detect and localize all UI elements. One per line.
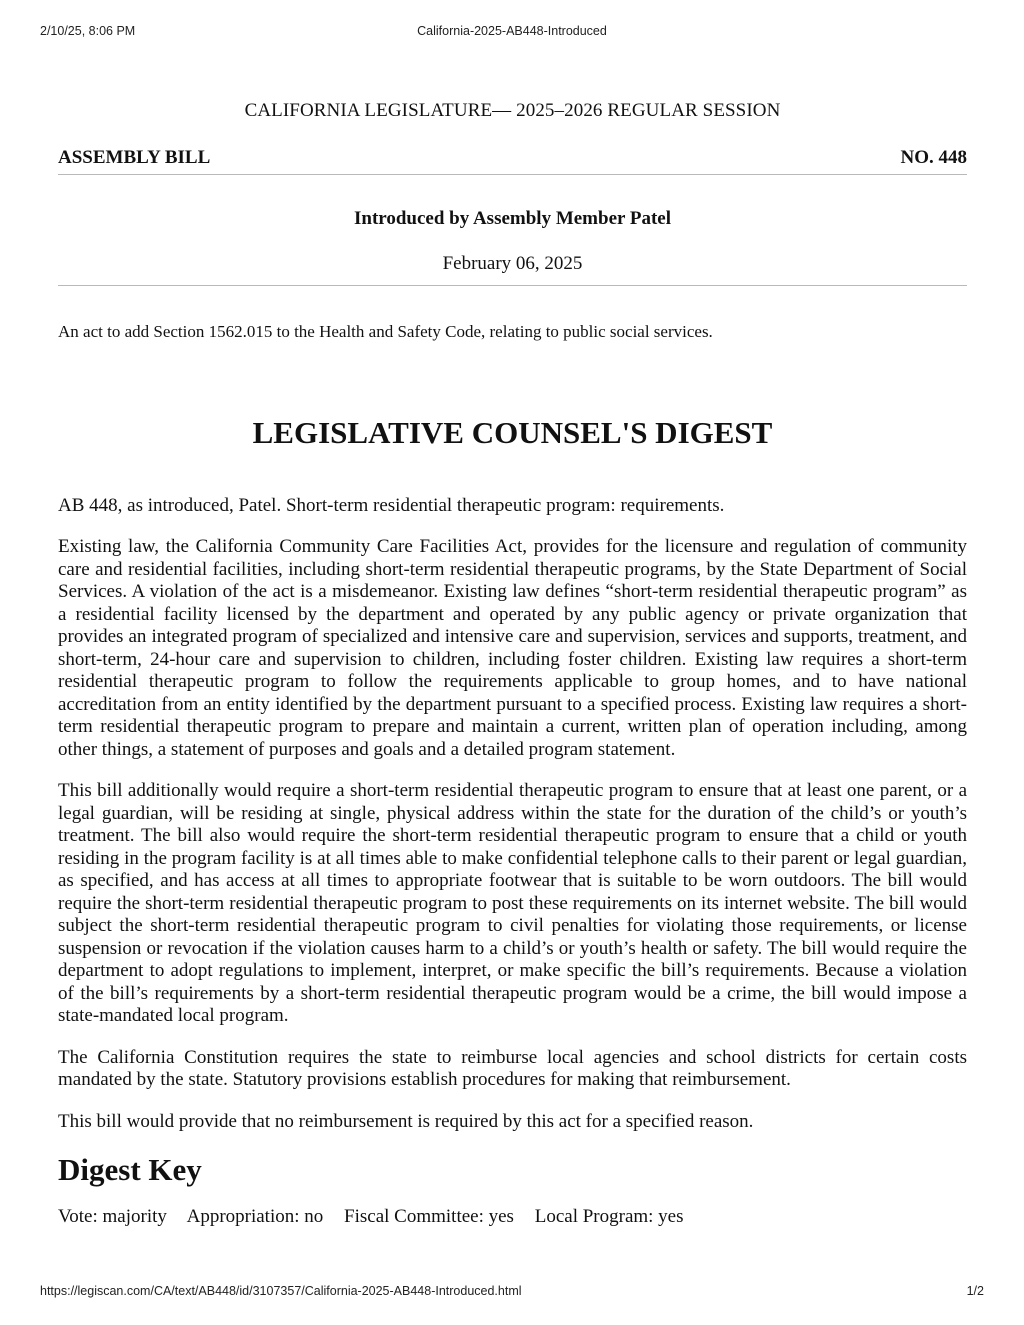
print-header <box>40 24 984 42</box>
appropriation-value: Appropriation: no <box>186 1205 324 1227</box>
digest-summary: AB 448, as introduced, Patel. Short-term residential therapeutic program: requirements. <box>58 494 725 516</box>
vote-value: Vote: majority <box>58 1205 167 1227</box>
introduced-by: Introduced by Assembly Member Patel <box>353 207 671 229</box>
digest-key-values <box>58 1206 967 1229</box>
digest-heading: LEGISLATIVE COUNSEL'S DIGEST <box>252 414 773 450</box>
bill-identifier-row <box>58 147 967 175</box>
introduced-date: February 06, 2025 <box>58 253 967 287</box>
print-footer <box>40 1284 984 1302</box>
session-heading: CALIFORNIA LEGISLATURE— 2025–2026 REGULAR SESSION <box>244 100 781 121</box>
page-url: https://legiscan.com/CA/text/AB448/id/3107357/California-2025-AB448-Introduced.html <box>40 1284 522 1298</box>
digest-key-heading: Digest Key <box>58 1152 202 1188</box>
digest-paragraph-reimbursement: This bill would provide that no reimbursement is required by this act for a specified reason. <box>58 1110 754 1132</box>
local-program-value: Local Program: yes <box>534 1205 684 1227</box>
digest-paragraph-bill-requirements: This bill additionally would require a short-term residential therapeutic program to ensure that at least one parent, or a legal guardian, will be residing at single, physical address within the state for the duration of the child’s or youth’s treatment. The bill also would require the short-term residential therapeutic program to ensure that a child or youth residing in the program facility is at all times able to make confidential telephone calls to their parent or legal guardian, as specified, and has access at all times to appropriate footwear that is suitable to be worn outdoors. The bill would require the short-term residential therapeutic program to post these requirements on its internet website. The bill would subject the short-term residential therapeutic program to civil penalties for violating those requirements, or license suspension or revocation if the violation causes harm to a child’s or youth’s health or safety. The bill would require the department to adopt regulations to implement, interpret, or make specific the bill’s requirements. Because a violation of the bill’s requirements by a short-term residential therapeutic program would be a crime, the bill would impose a state-mandated local program. <box>58 780 967 1027</box>
print-doc-title: California-2025-AB448-Introduced <box>417 24 607 38</box>
act-title: An act to add Section 1562.015 to the Health and Safety Code, relating to public social services. <box>58 322 713 342</box>
digest-paragraph-existing-law: Existing law, the California Community Care Facilities Act, provides for the licensure and regulation of community care and residential facilities, including short-term residential therapeutic programs, by the State Department of Social Services. A violation of the act is a misdemeanor. Existing law defines “short-term residential therapeutic program” as a residential facility licensed by the department and operated by any public agency or private organization that provides an integrated program of specialized and intensive care and supervision, services and supports, treatment, and short-term, 24-hour care and supervision to children, including foster children. Existing law requires a short-term residential therapeutic program to follow the requirements applicable to group homes, and to have national accreditation from an entity identified by the department pursuant to a specified process. Existing law requires a short-term residential therapeutic program to prepare and maintain a current, written plan of operation including, among other things, a statement of purposes and goals and a detailed program statement. <box>58 536 967 760</box>
page-number: 1/2 <box>966 1284 984 1298</box>
fiscal-committee-value: Fiscal Committee: yes <box>344 1205 514 1227</box>
bill-document <box>58 100 967 1228</box>
bill-type: ASSEMBLY BILL <box>58 146 211 168</box>
print-datetime: 2/10/25, 8:06 PM <box>40 24 136 38</box>
bill-number: NO. 448 <box>900 146 967 168</box>
digest-paragraph-constitution: The California Constitution requires the state to reimburse local agencies and school districts for certain costs mandated by the state. Statutory provisions establish procedures for making that reimbursement. <box>58 1046 967 1091</box>
